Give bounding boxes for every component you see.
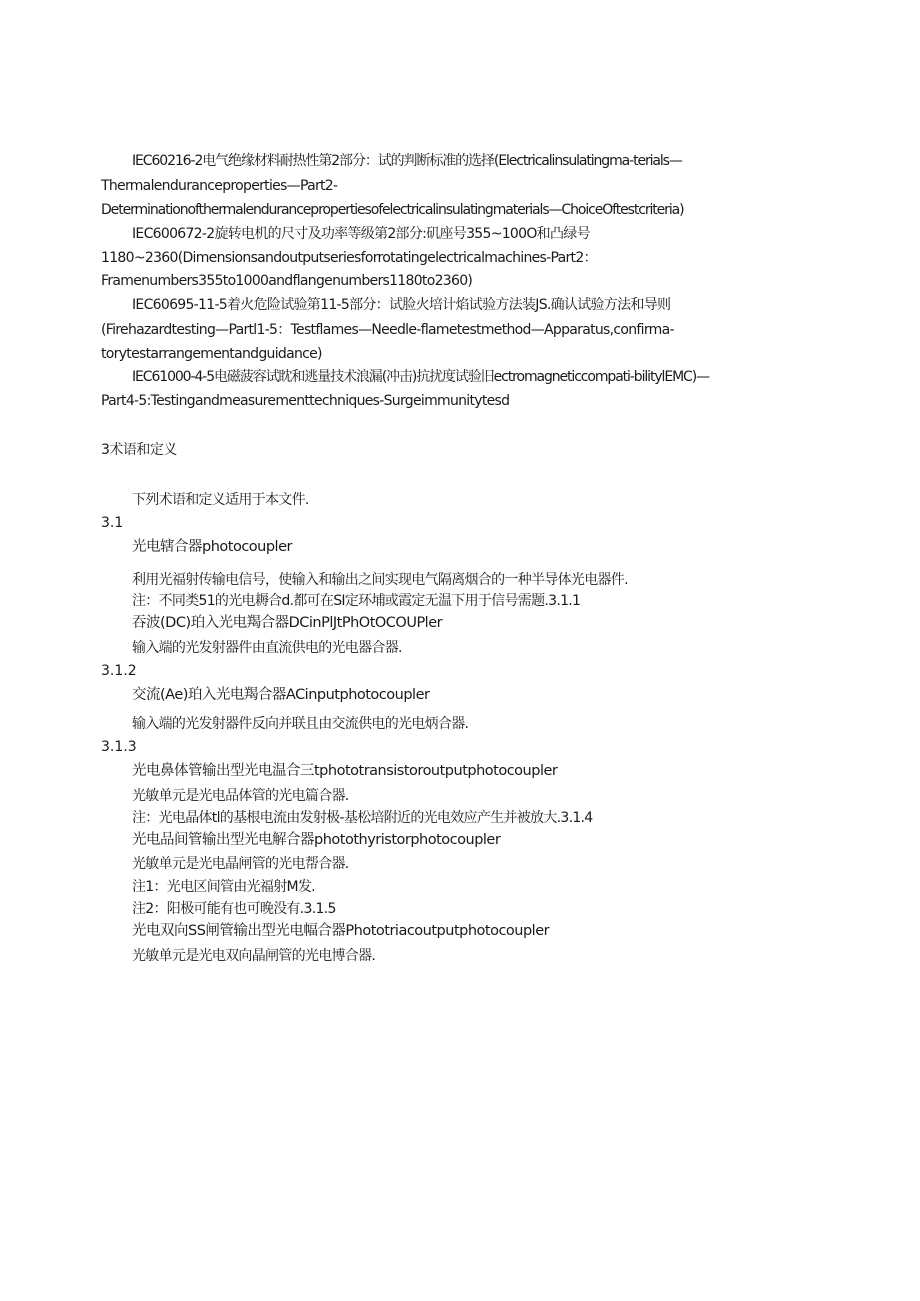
section-intro: 下列术语和定义适用于本文件. — [132, 492, 309, 508]
note-3-1-3: 注：光电晶体tl的基根电流由发射极-基松培附近的光电效应产生并被放大.3.1.4 — [132, 810, 593, 826]
ref-iec60695-line1: IEC60695-11-5着火危险试验第11-5部分：试脸火培计焰试验方法装JS.确认试验方法和导则 — [132, 297, 671, 313]
term-3-1-4: 光电品间管输出型光电解合器photothyristorphotocoupler — [132, 832, 501, 848]
ref-iec600672-line1: IEC600672-2旋转电机的尺寸及功率等级第2部分:矶座号355~100O和凸绿号 — [132, 226, 590, 242]
clause-number-3-1-2: 3.1.2 — [101, 663, 137, 679]
note-3-1-4-b: 注2：阳极可能有也可晚没有.3.1.5 — [132, 901, 336, 917]
clause-number-3-1-3: 3.1.3 — [101, 739, 137, 755]
ref-iec60695-line3: torytestarrangementandguidance) — [101, 346, 322, 362]
definition-3-1-5: 光敏单元是光电双向晶闸管的光电博合器. — [132, 948, 376, 964]
ref-iec60216-line3: Determinationofthermalendurancepropertiesofelectricalinsulatingmaterials—ChoiceOftestcriteria) — [101, 202, 684, 218]
ref-iec60216-line2: Thermalenduranceproperties—Part2- — [101, 178, 338, 194]
ref-iec61000-line1: IEC61000-4-5电磁菠容试眈和逃量技术浪漏(冲击)抗扰度试验旧ectromagneticcompati-bilitylEMC)— — [132, 369, 709, 385]
ref-iec600672-line2: 1180~2360(Dimensionsandoutputseriesforrotatingelectricalmachines-Part2： — [101, 250, 597, 266]
term-3-1-3: 光电鼻体管输出型光电温合三tphototransistoroutputphotocoupler — [132, 763, 558, 779]
term-3-1-2: 交流(Ae)珀入光电羯合器ACinputphotocoupler — [132, 687, 430, 703]
ref-iec60695-line2: (Firehazardtesting—Partl1-5：Testflames—Needle-flametestmethod—Apparatus,confirma- — [101, 322, 674, 338]
ref-iec600672-line3: Framenumbers355to1000andflangenumbers1180to2360) — [101, 273, 473, 289]
definition-3-1-4: 光敏单元是光电晶闸管的光电帮合器. — [132, 856, 349, 872]
definition-3-1-1: 输入端的光发射器件由直流供电的光电器合器. — [132, 640, 402, 656]
term-3-1-1: 吞波(DC)珀入光电羯合器DCinPlJtPhOtOCOUPler — [132, 615, 443, 631]
ref-iec60216-line1: IEC60216-2电气绝缘材料耐热性第2部分：试的判断标准的选择(Electricalinsulatingma-terials— — [132, 153, 682, 169]
note-3-1-4-a: 注1：光电区间管由光福射M发. — [132, 879, 315, 895]
clause-number-3-1: 3.1 — [101, 515, 124, 531]
section-heading: 3术语和定义 — [101, 442, 177, 458]
term-3-1: 光电辖合器photocoupler — [132, 539, 292, 555]
definition-3-1-3: 光敏单元是光电品体管的光电篇合器. — [132, 788, 349, 804]
term-3-1-5: 光电双向SS闸管输出型光电幅合器Phototriacoutputphotocoupler — [132, 923, 550, 939]
definition-3-1-2: 输入端的光发射器件反向并联且由交流供电的光电炳合器. — [132, 716, 469, 732]
definition-3-1: 利用光福射传输电信号，使输入和输出之间实现电气隔离烟合的一种半导体光电器件. — [132, 572, 628, 588]
note-3-1: 注：不同类51的光电耨合d.都可在SI定环埔或霞定无温下用于信号需题.3.1.1 — [132, 593, 581, 609]
ref-iec61000-line2: Part4-5:Testingandmeasurementtechniques-Surgeimmunitytesd — [101, 393, 510, 409]
